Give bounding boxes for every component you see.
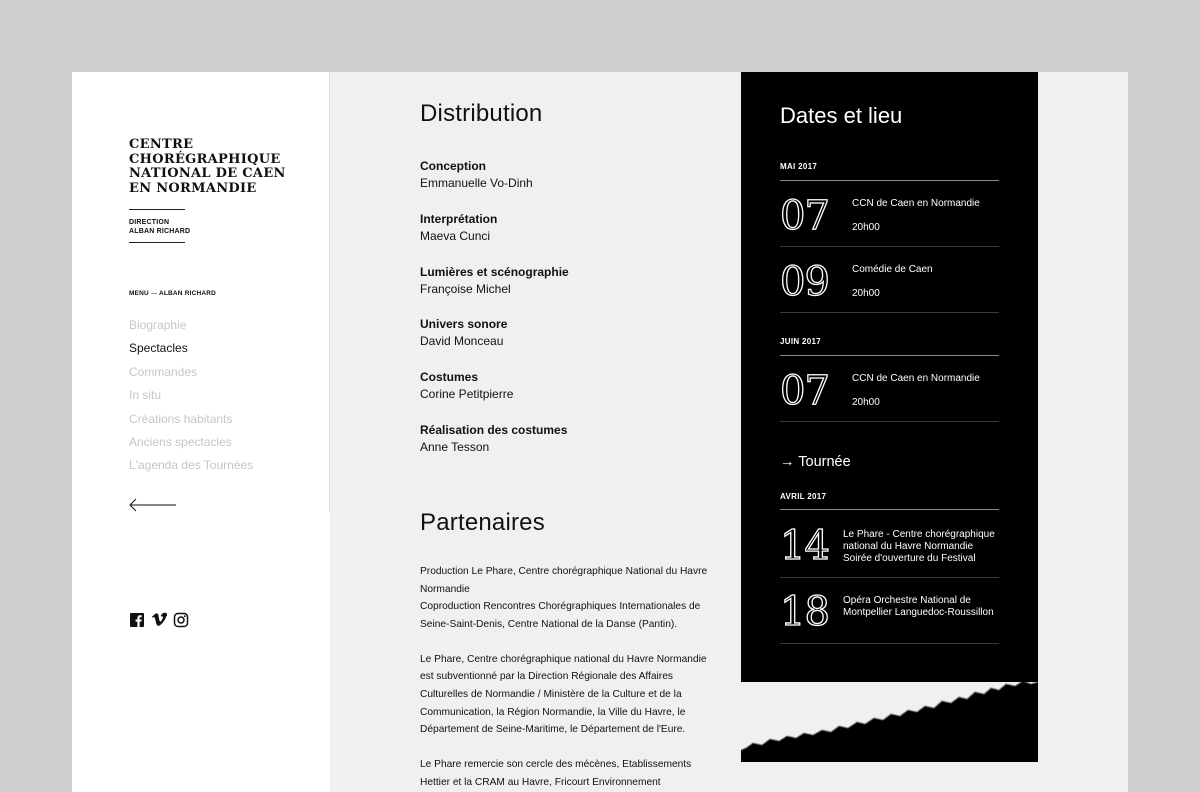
event-venue[interactable]: CCN de Caen en Normandie xyxy=(852,198,980,209)
text-line: Normandie xyxy=(420,583,470,595)
facebook-icon[interactable] xyxy=(129,612,145,628)
event-venue[interactable] xyxy=(843,595,994,619)
distribution-role: Univers sonore xyxy=(420,317,508,332)
partners-paragraph xyxy=(420,756,720,791)
distribution-item xyxy=(420,316,720,369)
distribution-name: Corine Petitpierre xyxy=(420,387,514,402)
direction-divider xyxy=(129,242,185,243)
direction-block xyxy=(129,218,190,236)
month-label: MAI 2017 xyxy=(780,162,818,171)
distribution-role: Conception xyxy=(420,159,486,173)
tour-link[interactable]: → Tournée xyxy=(780,454,851,470)
distribution-role: Lumières et scénographie xyxy=(420,264,569,279)
event-divider xyxy=(780,577,999,578)
venue-line: national du Havre Normandie xyxy=(843,541,974,552)
nav-item-spectacles[interactable]: Spectacles xyxy=(129,341,188,356)
event-divider xyxy=(780,421,999,422)
venue-line: Soirée d'ouverture du Festival xyxy=(843,553,976,564)
distribution-name: Françoise Michel xyxy=(420,281,511,296)
event-venue[interactable]: Comédie de Caen xyxy=(852,264,933,275)
text-line: Hettier et la CRAM au Havre, Fricourt Environnement xyxy=(420,776,661,788)
month-divider xyxy=(780,355,999,356)
text-line: Le Phare remercie son cercle des mécènes, Etablissements xyxy=(420,759,692,771)
distribution-name: Maeva Cunci xyxy=(420,228,491,243)
logo-line: NATIONAL DE CAEN xyxy=(129,166,286,181)
partners-paragraph xyxy=(420,563,720,633)
distribution-item xyxy=(420,369,720,422)
torn-paper-edge xyxy=(741,672,1038,762)
month-divider xyxy=(780,180,999,181)
text-line: Production Le Phare, Centre chorégraphique National du Havre xyxy=(420,566,708,577)
distribution-item xyxy=(420,158,720,211)
text-line: Communication, la Région Normandie, la Ville du Havre, le xyxy=(420,706,686,718)
site-logo[interactable] xyxy=(129,138,299,196)
distribution-list xyxy=(420,158,720,475)
text-line: Coproduction Rencontres Chorégraphiques Internationales de xyxy=(420,601,701,613)
venue-line: Le Phare - Centre chorégraphique xyxy=(843,529,995,540)
breadcrumb-separator xyxy=(151,293,157,294)
page xyxy=(72,72,1128,792)
dates-title: Dates et lieu xyxy=(780,103,903,128)
month-label: JUIN 2017 xyxy=(780,337,821,346)
distribution-name: Emmanuelle Vo-Dinh xyxy=(420,176,533,190)
vimeo-icon[interactable] xyxy=(151,612,167,628)
text-line: Département de Seine-Maritime, le Département de l'Eure. xyxy=(420,724,686,736)
breadcrumb xyxy=(129,290,216,297)
distribution-name: David Monceau xyxy=(420,334,504,349)
event-venue[interactable] xyxy=(843,529,995,565)
event-divider xyxy=(780,312,999,313)
venue-line: Montpellier Languedoc-Roussillon xyxy=(843,607,994,618)
dates-panel xyxy=(741,72,1038,762)
event-day: 09 xyxy=(780,259,829,305)
panel-fill xyxy=(741,672,1038,682)
sidebar xyxy=(72,72,330,512)
event-venue[interactable]: CCN de Caen en Normandie xyxy=(852,373,980,384)
partners-text xyxy=(420,563,720,792)
direction-label: DIRECTION xyxy=(129,219,170,226)
event-day: 07 xyxy=(780,193,829,239)
nav-item-commandes[interactable]: Commandes xyxy=(129,364,198,379)
event-day: 14 xyxy=(780,523,829,569)
sidebar-footer xyxy=(72,512,330,792)
distribution-item xyxy=(420,422,720,475)
nav-item-biographie[interactable]: Biographie xyxy=(129,318,187,332)
text-line: Le Phare, Centre chorégraphique national du Havre Normandie xyxy=(420,653,707,665)
partners-paragraph xyxy=(420,651,720,739)
distribution-role: Interprétation xyxy=(420,211,498,226)
breadcrumb-current: ALBAN RICHARD xyxy=(158,290,217,297)
distribution-title: Distribution xyxy=(420,100,543,127)
back-arrow-icon[interactable] xyxy=(129,498,177,512)
instagram-icon[interactable] xyxy=(173,612,189,628)
month-label: AVRIL 2017 xyxy=(780,492,827,501)
logo-line: CHORÉGRAPHIQUE xyxy=(129,151,281,167)
logo-line: CENTRE xyxy=(129,137,194,152)
nav-item-anciens-spectacles[interactable]: Anciens spectacles xyxy=(129,434,232,449)
partners-title: Partenaires xyxy=(420,509,545,536)
nav-item-in-situ[interactable]: In situ xyxy=(129,388,162,403)
event-divider xyxy=(780,643,999,644)
text-line: Culturelles de Normandie / Ministère de la Culture et de la xyxy=(420,689,682,701)
distribution-item xyxy=(420,264,720,317)
event-time: 20h00 xyxy=(852,288,880,299)
event-day: 07 xyxy=(780,368,829,414)
distribution-role: Costumes xyxy=(420,370,479,385)
event-time: 20h00 xyxy=(852,397,880,408)
distribution-name: Anne Tesson xyxy=(420,439,490,454)
distribution-role: Réalisation des costumes xyxy=(420,422,568,437)
text-line: Seine-Saint-Denis, Centre National de la Danse (Pantin). xyxy=(420,618,678,630)
breadcrumb-menu[interactable]: MENU xyxy=(129,290,149,297)
logo-line: EN NORMANDIE xyxy=(129,180,257,196)
text-line: est subventionné par la Direction Régionale des Affaires xyxy=(420,671,673,683)
event-time: 20h00 xyxy=(852,222,880,233)
social-links xyxy=(129,612,189,628)
sidebar-nav xyxy=(129,317,253,481)
distribution-item xyxy=(420,211,720,264)
event-day: 18 xyxy=(780,589,829,635)
month-divider xyxy=(780,509,999,510)
venue-line: Opéra Orchestre National de xyxy=(843,595,971,606)
direction-name: ALBAN RICHARD xyxy=(129,228,191,235)
nav-item-agenda-tournees[interactable]: L'agenda des Tournées xyxy=(129,458,254,473)
logo-divider xyxy=(129,209,185,210)
event-divider xyxy=(780,246,999,247)
nav-item-creations-habitants[interactable]: Créations habitants xyxy=(129,411,233,426)
